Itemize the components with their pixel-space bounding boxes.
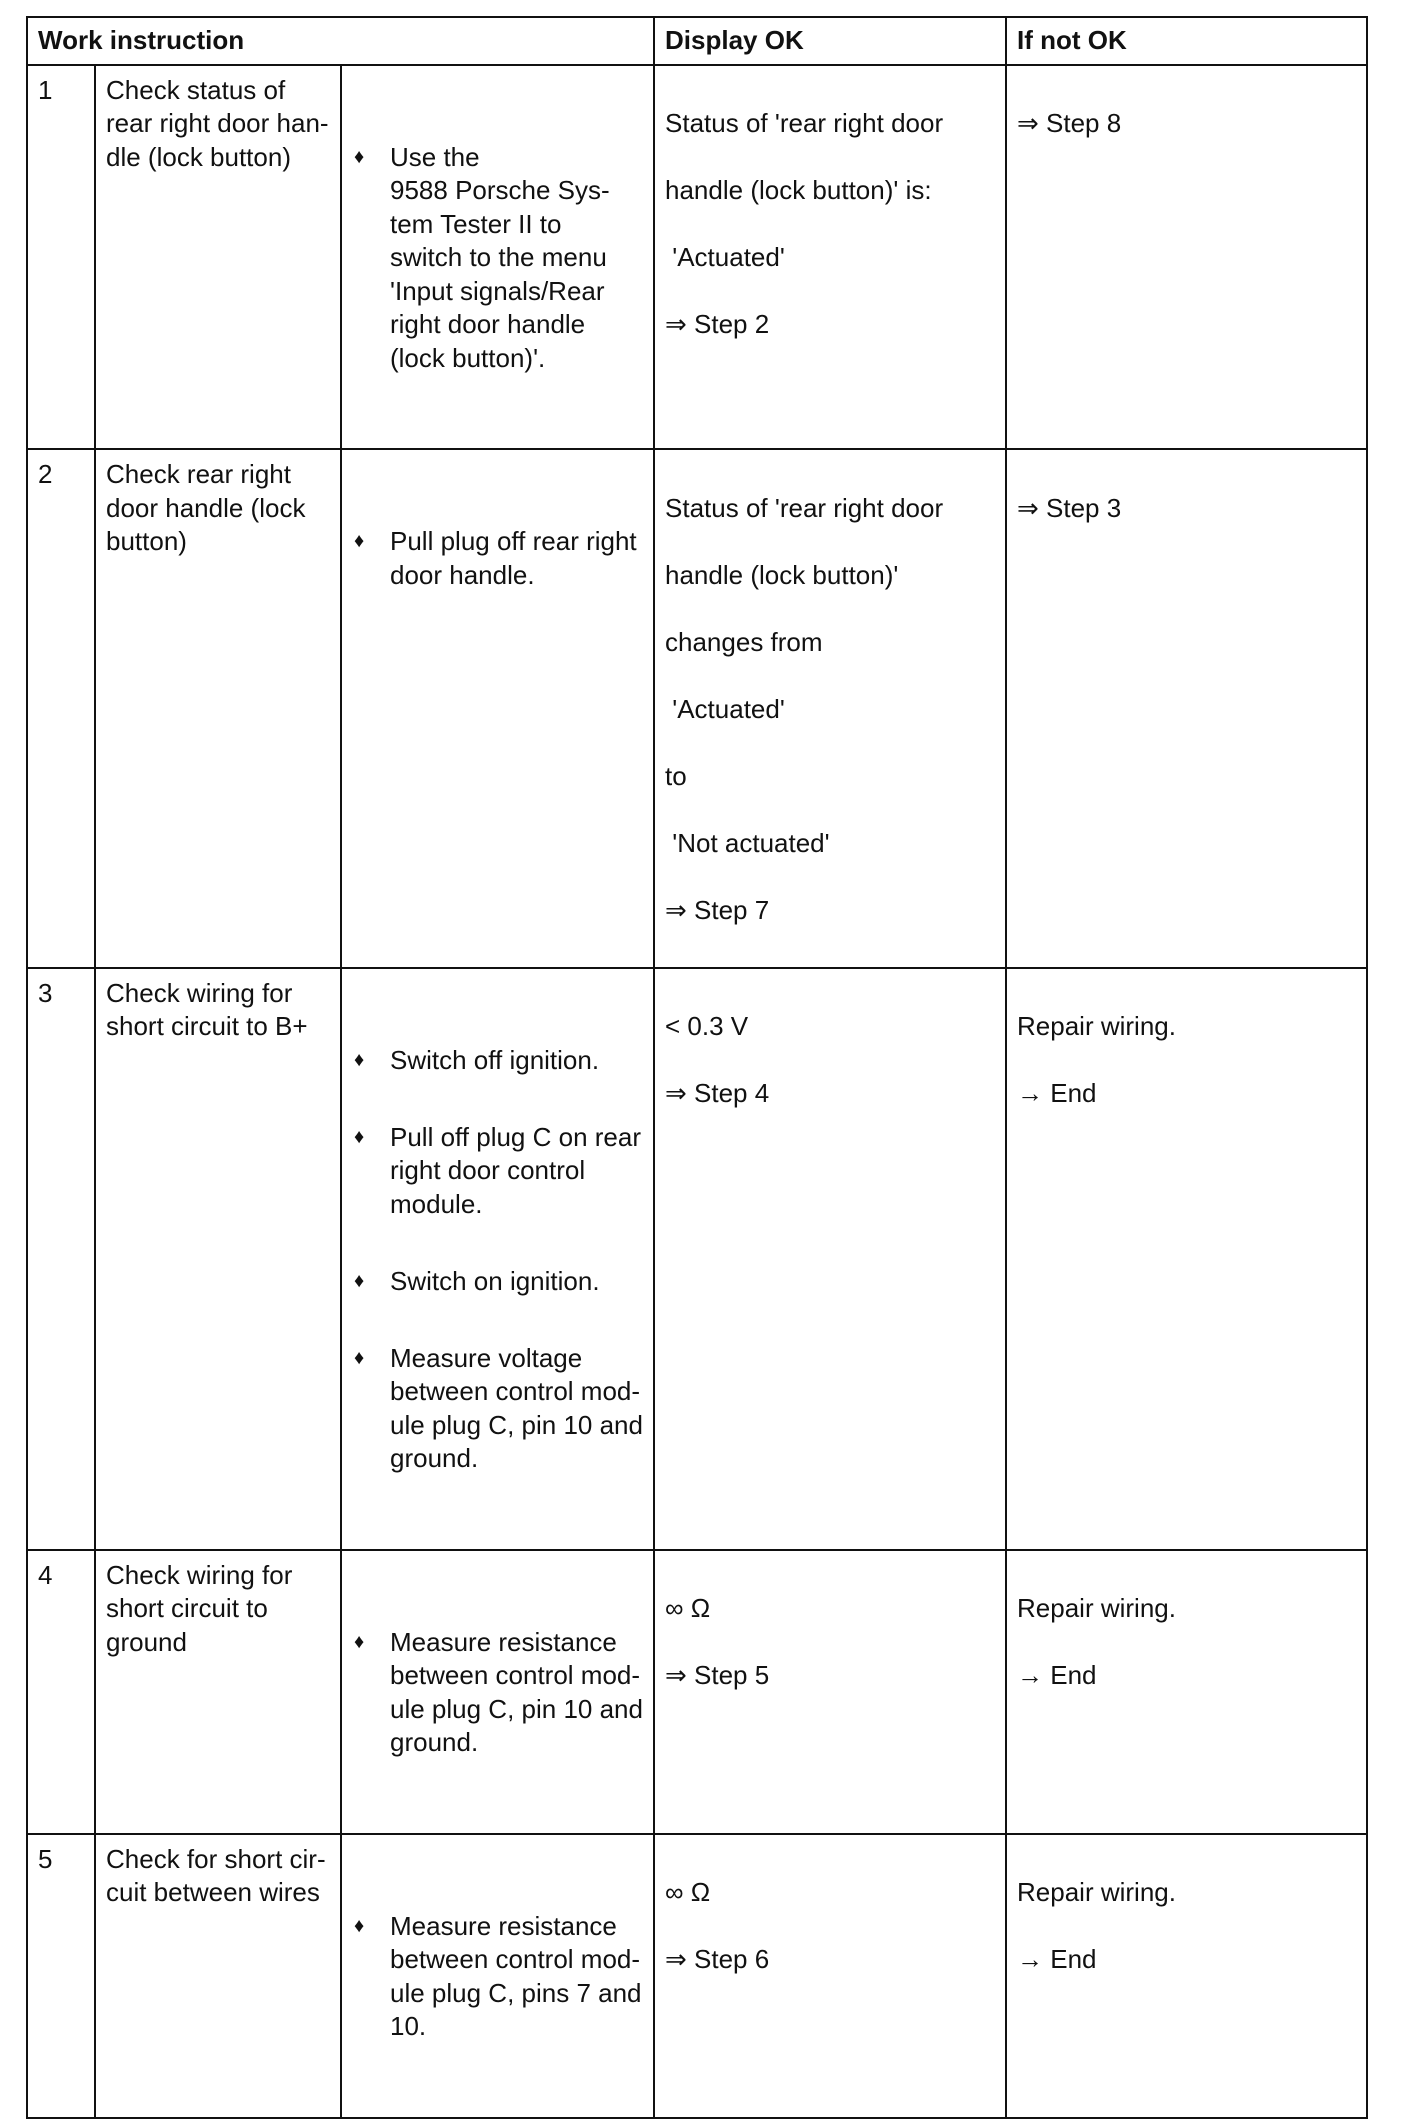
- action-text: Use the 9588 Porsche Sys- tem Tester II to switch to the menu 'Input signals/Rear right door handle (lock button)'.: [390, 141, 610, 373]
- if-not-ok-cell: [1006, 1550, 1367, 1834]
- step-number: 4: [27, 1550, 95, 1834]
- action-text: Measure resistance between control mod- ule plug C, pin 10 and ground.: [390, 1626, 643, 1757]
- action-item: [352, 525, 645, 592]
- action-list: [352, 107, 645, 409]
- table-row: [27, 65, 1367, 450]
- if-not-ok-cell: [1006, 968, 1367, 1550]
- display-ok-line: ⇒ Step 4: [665, 1078, 770, 1108]
- action-cell: [341, 1550, 654, 1834]
- action-text: Measure voltage between control mod- ule plug C, pin 10 and ground.: [390, 1342, 643, 1473]
- display-ok-line: to: [665, 760, 687, 791]
- table-row: [27, 1834, 1367, 2118]
- diamond-bullet-icon: ♦: [354, 1630, 365, 1653]
- step-number: 3: [27, 968, 95, 1550]
- display-ok-line: 'Not actuated': [665, 827, 830, 858]
- display-ok-line: < 0.3 V: [665, 1011, 749, 1041]
- display-ok-cell: [654, 449, 1006, 968]
- action-cell: [341, 1834, 654, 2118]
- display-ok-line: Status of 'rear right door: [665, 492, 944, 523]
- if-not-ok-line: Repair wiring.: [1017, 1593, 1176, 1623]
- if-not-ok-line: Repair wiring.: [1017, 1011, 1176, 1041]
- display-ok-cell: [654, 968, 1006, 1550]
- display-ok-line: ⇒ Step 2: [665, 309, 770, 339]
- action-item: [352, 1265, 645, 1299]
- display-ok-line: handle (lock button)' is:: [665, 175, 932, 205]
- display-ok-cell: [654, 1834, 1006, 2118]
- display-ok-line: handle (lock button)': [665, 559, 899, 590]
- header-display-ok: Display OK: [654, 17, 1006, 65]
- action-list: [352, 1876, 645, 2077]
- action-list: [352, 1592, 645, 1793]
- step-number: 2: [27, 449, 95, 968]
- header-work-instruction: Work instruction: [27, 17, 654, 65]
- if-not-ok-line: → End: [1017, 1944, 1097, 1974]
- if-not-ok-cell: [1006, 1834, 1367, 2118]
- display-ok-line: 'Actuated': [665, 242, 785, 272]
- if-not-ok-line: Repair wiring.: [1017, 1877, 1176, 1907]
- action-item: [352, 141, 645, 376]
- diamond-bullet-icon: ♦: [354, 145, 365, 168]
- action-list: [352, 1010, 645, 1509]
- if-not-ok-line: → End: [1017, 1660, 1097, 1690]
- diamond-bullet-icon: ♦: [354, 1125, 365, 1148]
- diamond-bullet-icon: ♦: [354, 1346, 365, 1369]
- action-item: [352, 1910, 645, 2044]
- display-ok-line: ⇒ Step 6: [665, 1944, 770, 1974]
- check-description: Check wiring for short circuit to B+: [95, 968, 341, 1550]
- diamond-bullet-icon: ♦: [354, 1269, 365, 1292]
- if-not-ok-line: ⇒ Step 3: [1017, 492, 1122, 523]
- action-cell: [341, 65, 654, 450]
- action-text: Measure resistance between control mod- ule plug C, pins 7 and 10.: [390, 1910, 642, 2041]
- check-description: Check status of rear right door han- dle (lock button): [95, 65, 341, 450]
- if-not-ok-line: ⇒ Step 8: [1017, 108, 1122, 138]
- diamond-bullet-icon: ♦: [354, 1048, 365, 1071]
- display-ok-line: ⇒ Step 5: [665, 1660, 770, 1690]
- table-row: [27, 968, 1367, 1550]
- step-number: 5: [27, 1834, 95, 2118]
- action-cell: [341, 968, 654, 1550]
- check-description: Check rear right door handle (lock button): [95, 449, 341, 968]
- if-not-ok-line: → End: [1017, 1078, 1097, 1108]
- check-description: Check wiring for short circuit to ground: [95, 1550, 341, 1834]
- display-ok-line: 'Actuated': [665, 693, 785, 724]
- work-instruction-sheet: [26, 16, 1368, 2119]
- check-description: Check for short cir- cuit between wires: [95, 1834, 341, 2118]
- action-text: Switch on ignition.: [390, 1265, 600, 1296]
- display-ok-cell: [654, 65, 1006, 450]
- diamond-bullet-icon: ♦: [354, 1914, 365, 1937]
- display-ok-line: Status of 'rear right door: [665, 108, 944, 138]
- table-row: [27, 449, 1367, 968]
- display-ok-line: ∞ Ω: [665, 1593, 711, 1623]
- display-ok-line: ⇒ Step 7: [665, 894, 770, 925]
- action-item: [352, 1342, 645, 1476]
- if-not-ok-cell: [1006, 65, 1367, 450]
- header-if-not-ok: If not OK: [1006, 17, 1367, 65]
- table-header-row: [27, 17, 1367, 65]
- diamond-bullet-icon: ♦: [354, 530, 365, 552]
- display-ok-line: ∞ Ω: [665, 1877, 711, 1907]
- work-instruction-table: [26, 16, 1368, 2119]
- step-number: 1: [27, 65, 95, 450]
- table-row: [27, 1550, 1367, 1834]
- action-list: [352, 492, 645, 626]
- action-text: Switch off ignition.: [390, 1044, 600, 1075]
- if-not-ok-cell: [1006, 449, 1367, 968]
- action-item: [352, 1626, 645, 1760]
- action-text: Pull plug off rear right door handle.: [390, 526, 637, 590]
- action-item: [352, 1121, 645, 1222]
- action-text: Pull off plug C on rear right door control module.: [390, 1121, 641, 1219]
- display-ok-cell: [654, 1550, 1006, 1834]
- display-ok-line: changes from: [665, 626, 823, 657]
- action-item: [352, 1044, 645, 1078]
- action-cell: [341, 449, 654, 968]
